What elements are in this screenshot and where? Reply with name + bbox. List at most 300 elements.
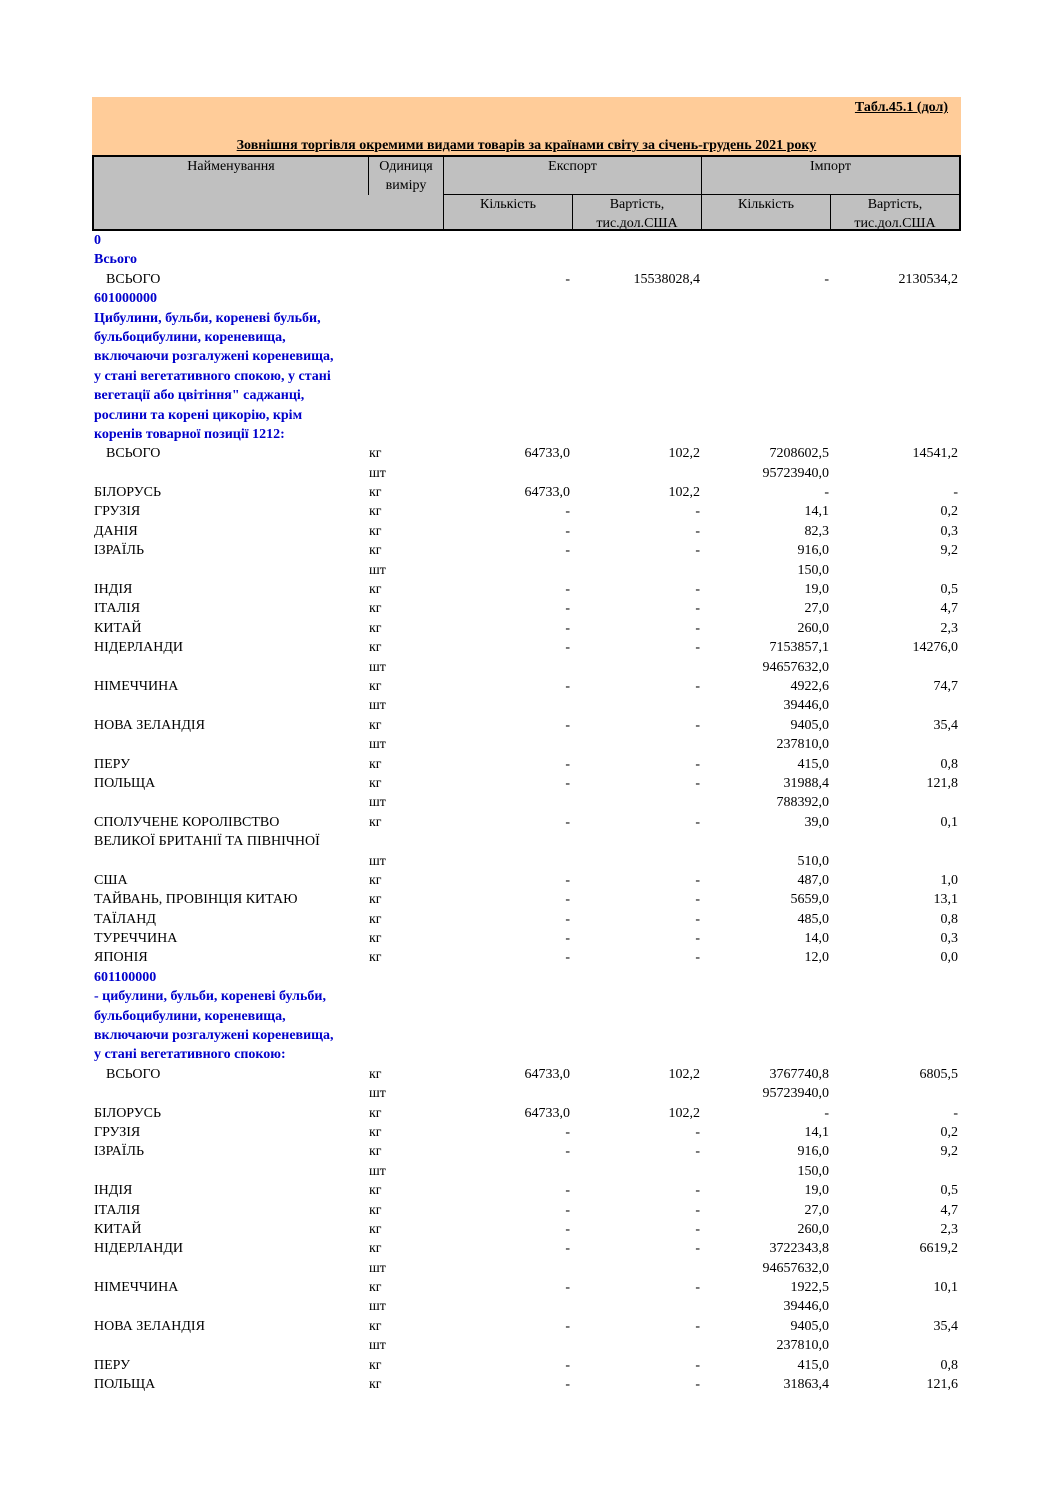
export-quantity: - (565, 504, 570, 520)
row-name: ТАЇЛАНД (94, 911, 156, 927)
row-name: ВСЬОГО (106, 271, 161, 287)
row-unit: кг (369, 1241, 382, 1257)
export-quantity: - (565, 1318, 570, 1334)
import-value: 0,3 (940, 931, 958, 947)
export-value: - (695, 717, 700, 733)
header-import-value-line1: Вартість, (867, 197, 923, 212)
table-body (92, 231, 961, 1394)
import-quantity: 237810,0 (776, 1338, 829, 1354)
export-value: - (695, 1124, 700, 1140)
row-unit: кг (369, 1377, 382, 1393)
row-unit: кг (369, 814, 382, 830)
export-quantity: - (565, 717, 570, 733)
row-name: ВЕЛИКОЇ БРИТАНІЇ ТА ПІВНІЧНОЇ (94, 834, 320, 850)
section-heading-text: бульбоцибулини, кореневища, (94, 1008, 286, 1024)
row-unit: кг (369, 1066, 382, 1082)
import-quantity: 39,0 (804, 814, 829, 830)
import-quantity: 260,0 (797, 1221, 829, 1237)
import-value: 121,6 (926, 1377, 958, 1393)
import-value: 9,2 (940, 543, 958, 559)
import-quantity: 27,0 (804, 1202, 829, 1218)
row-name: ПОЛЬЩА (94, 1377, 156, 1393)
import-quantity: 9405,0 (790, 717, 829, 733)
section-heading-line (92, 1007, 961, 1026)
export-quantity: - (565, 1124, 570, 1140)
table-row (92, 1375, 961, 1394)
row-unit: кг (369, 620, 382, 636)
section-heading-line (92, 309, 961, 328)
export-quantity: - (565, 543, 570, 559)
table-row (92, 716, 961, 735)
import-quantity: 39446,0 (783, 1299, 829, 1315)
section-heading-text: 0 (94, 233, 101, 248)
row-name: ІНДІЯ (94, 1183, 133, 1199)
export-value: - (695, 1221, 700, 1237)
export-quantity: - (565, 1202, 570, 1218)
import-value: 1,0 (940, 872, 958, 888)
row-name: НОВА ЗЕЛАНДІЯ (94, 1318, 205, 1334)
row-unit: шт (369, 795, 386, 811)
export-quantity: - (565, 775, 570, 791)
table-row (92, 1142, 961, 1161)
import-quantity: 9405,0 (790, 1318, 829, 1334)
import-value: 0,5 (940, 1183, 958, 1199)
table-row (92, 1201, 961, 1220)
import-quantity: 95723940,0 (762, 1086, 829, 1102)
row-unit: кг (369, 892, 382, 908)
import-value: 10,1 (933, 1280, 958, 1296)
row-unit: кг (369, 1144, 382, 1160)
table-row (92, 580, 961, 599)
export-value: - (695, 1202, 700, 1218)
export-value: - (695, 1241, 700, 1257)
row-name: БІЛОРУСЬ (94, 485, 162, 501)
trade-table-sheet (92, 97, 961, 1394)
import-value: 0,2 (940, 1124, 958, 1140)
row-unit: кг (369, 931, 382, 947)
import-quantity: 31863,4 (783, 1377, 829, 1393)
section-heading-line (92, 425, 961, 444)
table-row (92, 1104, 961, 1123)
row-unit: шт (369, 465, 386, 481)
row-name: ІТАЛІЯ (94, 601, 141, 617)
table-row (92, 1356, 961, 1375)
import-quantity: 485,0 (797, 911, 829, 927)
import-value: 14276,0 (912, 640, 958, 656)
import-quantity: 82,3 (804, 523, 829, 539)
export-quantity: - (565, 678, 570, 694)
table-row (92, 677, 961, 696)
row-name: ГРУЗІЯ (94, 504, 141, 520)
export-quantity: - (565, 892, 570, 908)
export-quantity: - (565, 1183, 570, 1199)
import-quantity: 95723940,0 (762, 465, 829, 481)
table-title: Зовнішня торгівля окремими видами товарів за країнами світу за січень-грудень 2021 року (236, 138, 817, 153)
import-value: 121,8 (926, 775, 958, 791)
table-row (92, 793, 961, 812)
row-name: ПОЛЬЩА (94, 775, 156, 791)
export-quantity: - (565, 950, 570, 966)
import-quantity: 7153857,1 (769, 640, 829, 656)
export-value: 102,2 (668, 446, 700, 462)
table-row (92, 638, 961, 657)
section-heading-text: у стані вегетативного спокою, у стані (94, 368, 331, 384)
table-row (92, 852, 961, 871)
row-unit: кг (369, 1318, 382, 1334)
row-name: ІНДІЯ (94, 582, 133, 598)
section-heading-line (92, 1045, 961, 1064)
row-name: ГРУЗІЯ (94, 1124, 141, 1140)
import-quantity: - (824, 485, 829, 501)
import-quantity: 7208602,5 (769, 446, 829, 462)
section-heading-text: - цибулини, бульби, кореневі бульби, (94, 989, 326, 1005)
row-unit: шт (369, 659, 386, 675)
section-heading-text: включаючи розгалужені кореневища, (94, 349, 334, 365)
export-quantity: 64733,0 (524, 1066, 570, 1082)
export-quantity: 64733,0 (524, 446, 570, 462)
row-unit: кг (369, 582, 382, 598)
row-name: ВСЬОГО (106, 446, 161, 462)
header-import: Імпорт (810, 159, 851, 174)
section-heading-text: Всього (94, 252, 137, 268)
row-unit: кг (369, 775, 382, 791)
row-name: НІДЕРЛАНДИ (94, 1241, 183, 1257)
row-unit: шт (369, 737, 386, 753)
import-value: 0,3 (940, 523, 958, 539)
export-value: - (695, 1318, 700, 1334)
import-value: 0,8 (940, 911, 958, 927)
import-value: 0,2 (940, 504, 958, 520)
header-import-qty: Кількість (737, 197, 794, 212)
import-value: 6805,5 (919, 1066, 958, 1082)
import-quantity: 150,0 (797, 562, 829, 578)
table-row (92, 1336, 961, 1355)
section-heading-text: коренів товарної позиції 1212: (94, 426, 285, 442)
section-heading-text: вегетації або цвітіння" саджанці, (94, 388, 305, 404)
table-row (92, 832, 961, 851)
export-value: 102,2 (668, 1105, 700, 1121)
section-heading-text: Цибулини, бульби, кореневі бульби, (94, 310, 321, 326)
table-row (92, 502, 961, 521)
section-heading-line (92, 289, 961, 308)
row-unit: шт (369, 1338, 386, 1354)
section-heading-line (92, 328, 961, 347)
table-row (92, 696, 961, 715)
export-value: - (695, 678, 700, 694)
row-name: ІЗРАЇЛЬ (94, 1144, 144, 1160)
export-value: - (695, 523, 700, 539)
import-value: 9,2 (940, 1144, 958, 1160)
import-value: 0,0 (940, 950, 958, 966)
export-value: - (695, 543, 700, 559)
table-row (92, 929, 961, 948)
row-unit: кг (369, 1221, 382, 1237)
export-quantity: - (565, 601, 570, 617)
export-quantity: - (565, 620, 570, 636)
row-name: НІДЕРЛАНДИ (94, 640, 183, 656)
row-name: ІТАЛІЯ (94, 1202, 141, 1218)
import-value: 0,8 (940, 756, 958, 772)
row-unit: шт (369, 1260, 386, 1276)
export-quantity: - (565, 1144, 570, 1160)
import-quantity: - (824, 1105, 829, 1121)
import-quantity: 237810,0 (776, 737, 829, 753)
table-row (92, 464, 961, 483)
header-export: Експорт (548, 159, 597, 174)
import-quantity: 260,0 (797, 620, 829, 636)
table-row (92, 619, 961, 638)
row-unit: кг (369, 1105, 382, 1121)
table-row (92, 1084, 961, 1103)
export-quantity: - (565, 271, 570, 287)
row-name: КИТАЙ (94, 620, 142, 636)
export-quantity: - (565, 1280, 570, 1296)
section-heading-text: 601000000 (94, 291, 157, 307)
table-row (92, 1239, 961, 1258)
import-quantity: 14,0 (804, 931, 829, 947)
row-name: СПОЛУЧЕНЕ КОРОЛІВСТВО (94, 814, 280, 830)
export-quantity: 64733,0 (524, 485, 570, 501)
row-unit: кг (369, 1183, 382, 1199)
section-heading-text: включаючи розгалужені кореневища, (94, 1028, 334, 1044)
export-value: - (695, 1357, 700, 1373)
table-row (92, 813, 961, 832)
table-row (92, 522, 961, 541)
import-quantity: 487,0 (797, 872, 829, 888)
table-row (92, 483, 961, 502)
import-value: - (953, 1105, 958, 1121)
header-unit-line2: виміру (385, 178, 427, 193)
import-value: 35,4 (933, 1318, 958, 1334)
export-quantity: - (565, 523, 570, 539)
import-quantity: 150,0 (797, 1163, 829, 1179)
section-heading-line (92, 406, 961, 425)
section-heading-line (92, 968, 961, 987)
table-row (92, 1220, 961, 1239)
header-export-value-line1: Вартість, (609, 197, 665, 212)
row-unit: кг (369, 640, 382, 656)
table-row (92, 658, 961, 677)
import-quantity: 94657632,0 (762, 1260, 829, 1276)
import-quantity: 788392,0 (776, 795, 829, 811)
table-row (92, 541, 961, 560)
table-label: Табл.45.1 (дол) (854, 100, 948, 115)
import-value: 4,7 (940, 601, 958, 617)
import-quantity: 14,1 (804, 504, 829, 520)
row-unit: шт (369, 853, 386, 869)
table-row (92, 599, 961, 618)
import-value: 35,4 (933, 717, 958, 733)
export-value: - (695, 601, 700, 617)
export-quantity: - (565, 1241, 570, 1257)
import-quantity: - (824, 271, 829, 287)
row-unit: кг (369, 523, 382, 539)
row-unit: шт (369, 562, 386, 578)
export-quantity: - (565, 1377, 570, 1393)
import-quantity: 12,0 (804, 950, 829, 966)
section-heading-line (92, 367, 961, 386)
export-quantity: - (565, 756, 570, 772)
export-value: - (695, 814, 700, 830)
section-heading-text: у стані вегетативного спокою: (94, 1047, 286, 1063)
import-quantity: 31988,4 (783, 775, 829, 791)
row-name: ТУРЕЧЧИНА (94, 931, 178, 947)
row-name: ТАЙВАНЬ, ПРОВІНЦІЯ КИТАЮ (94, 892, 298, 908)
row-name: КИТАЙ (94, 1221, 142, 1237)
export-value: 15538028,4 (633, 271, 700, 287)
import-value: 74,7 (933, 678, 958, 694)
import-quantity: 27,0 (804, 601, 829, 617)
row-name: ЯПОНІЯ (94, 950, 148, 966)
table-row (92, 270, 961, 289)
import-quantity: 14,1 (804, 1124, 829, 1140)
export-quantity: - (565, 1357, 570, 1373)
row-name: ІЗРАЇЛЬ (94, 543, 144, 559)
table-row (92, 1123, 961, 1142)
export-value: - (695, 950, 700, 966)
import-quantity: 415,0 (797, 1357, 829, 1373)
table-row (92, 1278, 961, 1297)
table-row (92, 561, 961, 580)
import-value: 14541,2 (912, 446, 958, 462)
export-value: - (695, 756, 700, 772)
import-quantity: 19,0 (804, 1183, 829, 1199)
import-value: 2,3 (940, 620, 958, 636)
section-heading-text: бульбоцибулини, кореневища, (94, 329, 286, 345)
import-quantity: 4922,6 (790, 678, 829, 694)
table-row (92, 755, 961, 774)
table-row (92, 444, 961, 463)
row-unit: кг (369, 678, 382, 694)
header-unit-line1: Одиниця (379, 159, 433, 174)
import-quantity: 94657632,0 (762, 659, 829, 675)
table-row (92, 1065, 961, 1084)
section-heading-line (92, 386, 961, 405)
export-value: - (695, 892, 700, 908)
table-row (92, 1317, 961, 1336)
row-unit: кг (369, 1357, 382, 1373)
export-quantity: - (565, 814, 570, 830)
table-row (92, 890, 961, 909)
row-unit: кг (369, 950, 382, 966)
row-unit: шт (369, 1086, 386, 1102)
export-quantity: - (565, 911, 570, 927)
row-name: ПЕРУ (94, 756, 131, 772)
row-unit: кг (369, 1202, 382, 1218)
section-heading-line (92, 231, 961, 250)
import-quantity: 19,0 (804, 582, 829, 598)
import-quantity: 39446,0 (783, 698, 829, 714)
section-heading-text: 601100000 (94, 969, 157, 985)
import-value: 0,5 (940, 582, 958, 598)
table-row (92, 1162, 961, 1181)
row-unit: кг (369, 1124, 382, 1140)
import-quantity: 510,0 (797, 853, 829, 869)
row-name: ДАНІЯ (94, 523, 138, 539)
export-value: - (695, 640, 700, 656)
export-value: - (695, 620, 700, 636)
table-row (92, 1297, 961, 1316)
row-name: НОВА ЗЕЛАНДІЯ (94, 717, 205, 733)
section-heading-line (92, 347, 961, 366)
row-name: США (94, 872, 128, 888)
export-quantity: - (565, 872, 570, 888)
table-row (92, 1259, 961, 1278)
table-row (92, 948, 961, 967)
export-quantity: 64733,0 (524, 1105, 570, 1121)
import-quantity: 916,0 (797, 1144, 829, 1160)
row-unit: кг (369, 756, 382, 772)
export-value: - (695, 582, 700, 598)
import-quantity: 415,0 (797, 756, 829, 772)
import-value: 6619,2 (919, 1241, 958, 1257)
table-row (92, 735, 961, 754)
header-import-value-line2: тис.дол.США (854, 216, 936, 231)
export-value: - (695, 911, 700, 927)
import-quantity: 3767740,8 (769, 1066, 829, 1082)
export-quantity: - (565, 931, 570, 947)
row-name: НІМЕЧЧИНА (94, 1280, 179, 1296)
row-unit: кг (369, 1280, 382, 1296)
header-export-value-line2: тис.дол.США (596, 216, 678, 231)
row-unit: кг (369, 872, 382, 888)
export-value: - (695, 504, 700, 520)
export-value: 102,2 (668, 485, 700, 501)
import-value: - (953, 485, 958, 501)
row-unit: кг (369, 911, 382, 927)
row-unit: кг (369, 446, 382, 462)
import-value: 0,1 (940, 814, 958, 830)
section-heading-line (92, 1026, 961, 1045)
table-row (92, 871, 961, 890)
row-unit: шт (369, 698, 386, 714)
row-name: ВСЬОГО (106, 1066, 161, 1082)
export-value: - (695, 931, 700, 947)
export-value: - (695, 1183, 700, 1199)
table-header (92, 155, 961, 231)
export-quantity: - (565, 582, 570, 598)
section-heading-line (92, 250, 961, 269)
row-unit: кг (369, 601, 382, 617)
row-name: БІЛОРУСЬ (94, 1105, 162, 1121)
import-quantity: 5659,0 (790, 892, 829, 908)
import-value: 13,1 (933, 892, 958, 908)
export-quantity: - (565, 1221, 570, 1237)
export-value: - (695, 1377, 700, 1393)
export-value: - (695, 872, 700, 888)
export-quantity: - (565, 640, 570, 656)
import-quantity: 916,0 (797, 543, 829, 559)
row-unit: кг (369, 717, 382, 733)
header-export-qty: Кількість (479, 197, 536, 212)
row-unit: шт (369, 1299, 386, 1315)
export-value: - (695, 1144, 700, 1160)
import-value: 0,8 (940, 1357, 958, 1373)
row-name: ПЕРУ (94, 1357, 131, 1373)
row-unit: шт (369, 1163, 386, 1179)
title-band (92, 97, 961, 155)
import-value: 2130534,2 (898, 271, 958, 287)
row-unit: кг (369, 485, 382, 501)
header-name: Найменування (187, 159, 275, 174)
import-quantity: 3722343,8 (769, 1241, 829, 1257)
export-value: - (695, 1280, 700, 1296)
section-heading-text: рослини та корені цикорію, крім (94, 407, 303, 423)
table-row (92, 774, 961, 793)
import-quantity: 1922,5 (790, 1280, 829, 1296)
import-value: 2,3 (940, 1221, 958, 1237)
import-value: 4,7 (940, 1202, 958, 1218)
